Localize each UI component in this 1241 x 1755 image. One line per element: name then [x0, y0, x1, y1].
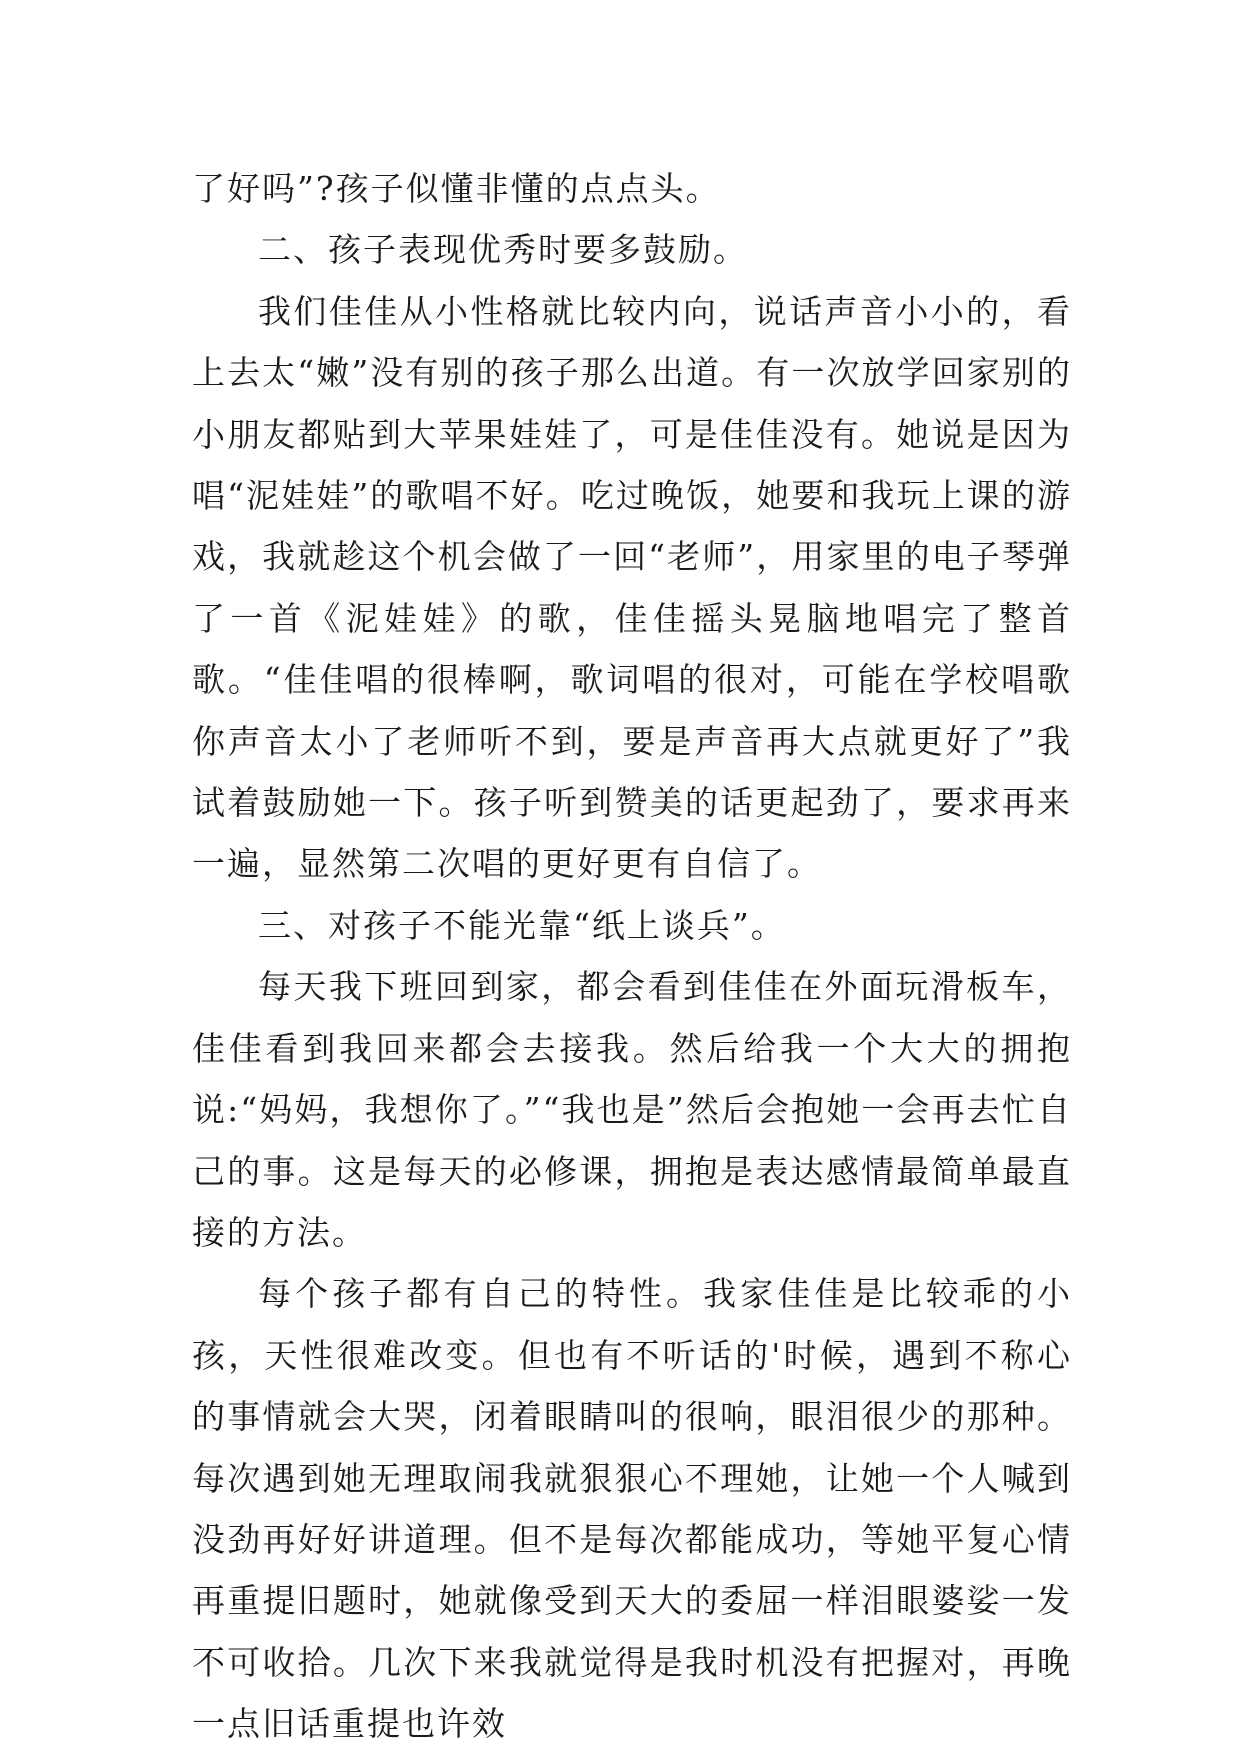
- section-heading-encourage: 二、孩子表现优秀时要多鼓励。: [258, 230, 748, 270]
- document-body: [192, 158, 1072, 1755]
- section-heading-practice: 三、对孩子不能光靠“纸上谈兵”。: [258, 905, 786, 945]
- paragraph-hug-story: 每天我下班回到家，都会看到佳佳在外面玩滑板车，佳佳看到我回来都会去接我。然后给我一个大大的拥抱说:“妈妈，我想你了。”“我也是”然后会抱她一会再去忙自己的事。这是每天的必修课，拥抱是表达感情最简单最直接的方法。: [192, 967, 1072, 1252]
- paragraph-singing-story: 我们佳佳从小性格就比较内向，说话声音小小的，看上去太“嫩”没有别的孩子那么出道。有一次放学回家别的小朋友都贴到大苹果娃娃了，可是佳佳没有。她说是因为唱“泥娃娃”的歌唱不好。吃过晚饭，她要和我玩上课的游戏，我就趁这个机会做了一回“老师”，用家里的电子琴弹了一首《泥娃娃》的歌，佳佳摇头晃脑地唱完了整首歌。“佳佳唱的很棒啊，歌词唱的很对，可能在学校唱歌你声音太小了老师听不到，要是声音再大点就更好了”我试着鼓励她一下。孩子听到赞美的话更起劲了，要求再来一遍，显然第二次唱的更好更有自信了。: [192, 291, 1072, 884]
- paragraph-temperament: 每个孩子都有自己的特性。我家佳佳是比较乖的小孩，天性很难改变。但也有不听话的'时候，遇到不称心的事情就会大哭，闭着眼睛叫的很响，眼泪很少的那种。每次遇到她无理取闹我就狠狠心不理她，让她一个人喊到没劲再好好讲道理。但不是每次都能成功，等她平复心情再重提旧题时，她就像受到天大的委屈一样泪眼婆娑一发不可收拾。几次下来我就觉得是我时机没有把握对，再晚一点旧话重提也许效: [192, 1274, 1072, 1744]
- paragraph-continuation: 了好吗”?孩子似懂非懂的点点头。: [192, 169, 721, 208]
